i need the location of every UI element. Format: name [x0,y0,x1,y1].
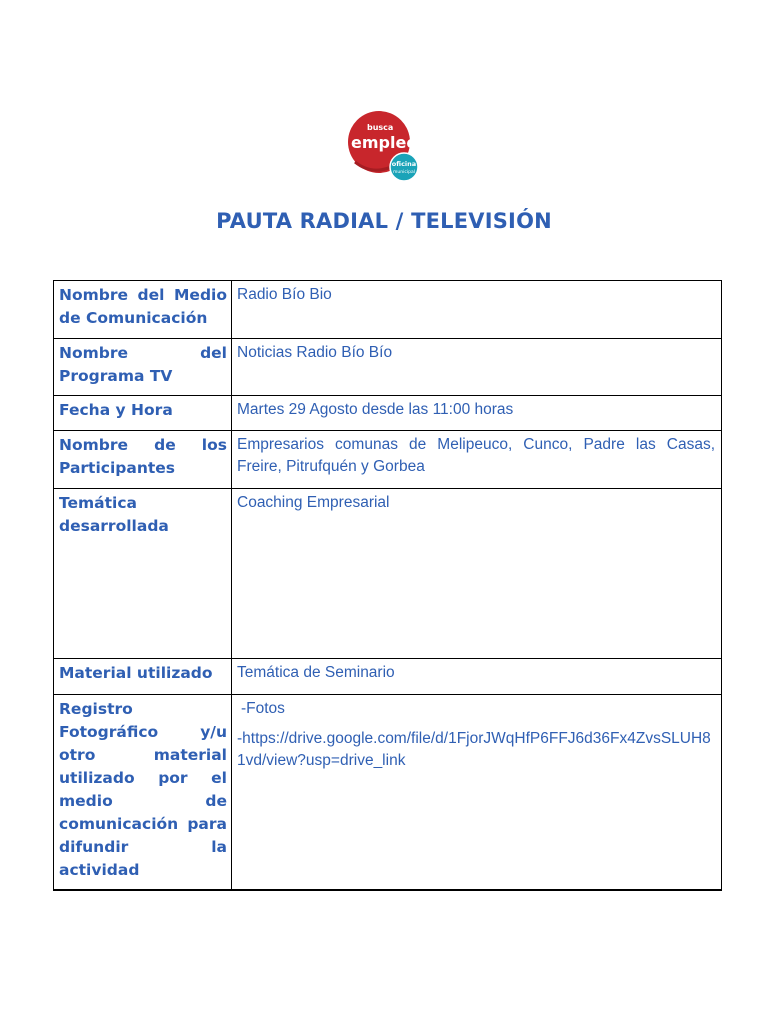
label-nombre-programa: Nombre del Programa TV [54,339,232,396]
logo-main-text: empleo [351,133,418,152]
table-row-material [54,659,722,695]
logo-badge-text-1: oficina [391,160,417,168]
table-row-tematica [54,489,722,659]
label-participantes: Nombre de los Participantes [54,431,232,489]
table-row-registro [54,695,722,890]
value-material: Temática de Seminario [232,659,722,695]
value-participantes: Empresarios comunas de Melipeuco, Cunco, Padre las Casas, Freire, Pitrufquén y Gorbea [232,431,722,489]
value-nombre-programa: Noticias Radio Bío Bío [232,339,722,396]
label-nombre-medio: Nombre del Medio de Comunicación [54,281,232,339]
label-fecha-hora: Fecha y Hora [54,396,232,431]
value-tematica: Coaching Empresarial [232,489,722,659]
value-fotos: -Fotos [241,700,285,717]
label-registro: Registro Fotográfico y/u otro material utilizado por el medio de comunicación para difundir la actividad [54,695,232,890]
value-registro [232,695,722,890]
value-fecha-hora: Martes 29 Agosto desde las 11:00 horas [232,396,722,431]
label-material: Material utilizado [54,659,232,695]
table-row-medio [54,281,722,339]
table-row-participantes [54,431,722,489]
table-row-programa [54,339,722,396]
logo-top-text: busca [367,123,394,132]
label-tematica: Temática desarrollada [54,489,232,659]
table-row-fecha [54,396,722,431]
logo-graphic [347,110,422,185]
drive-link[interactable]: -https://drive.google.com/file/d/1FjorJWqHfP6FFJ6d36Fx4ZvsSLUH81vd/view?usp=drive_link [237,730,711,769]
value-nombre-medio: Radio Bío Bio [232,281,722,339]
page-title: PAUTA RADIAL / TELEVISIÓN [216,209,552,233]
pauta-table [53,280,722,891]
busca-empleo-logo [347,110,422,185]
logo-badge-text-2: municipal [393,170,415,175]
